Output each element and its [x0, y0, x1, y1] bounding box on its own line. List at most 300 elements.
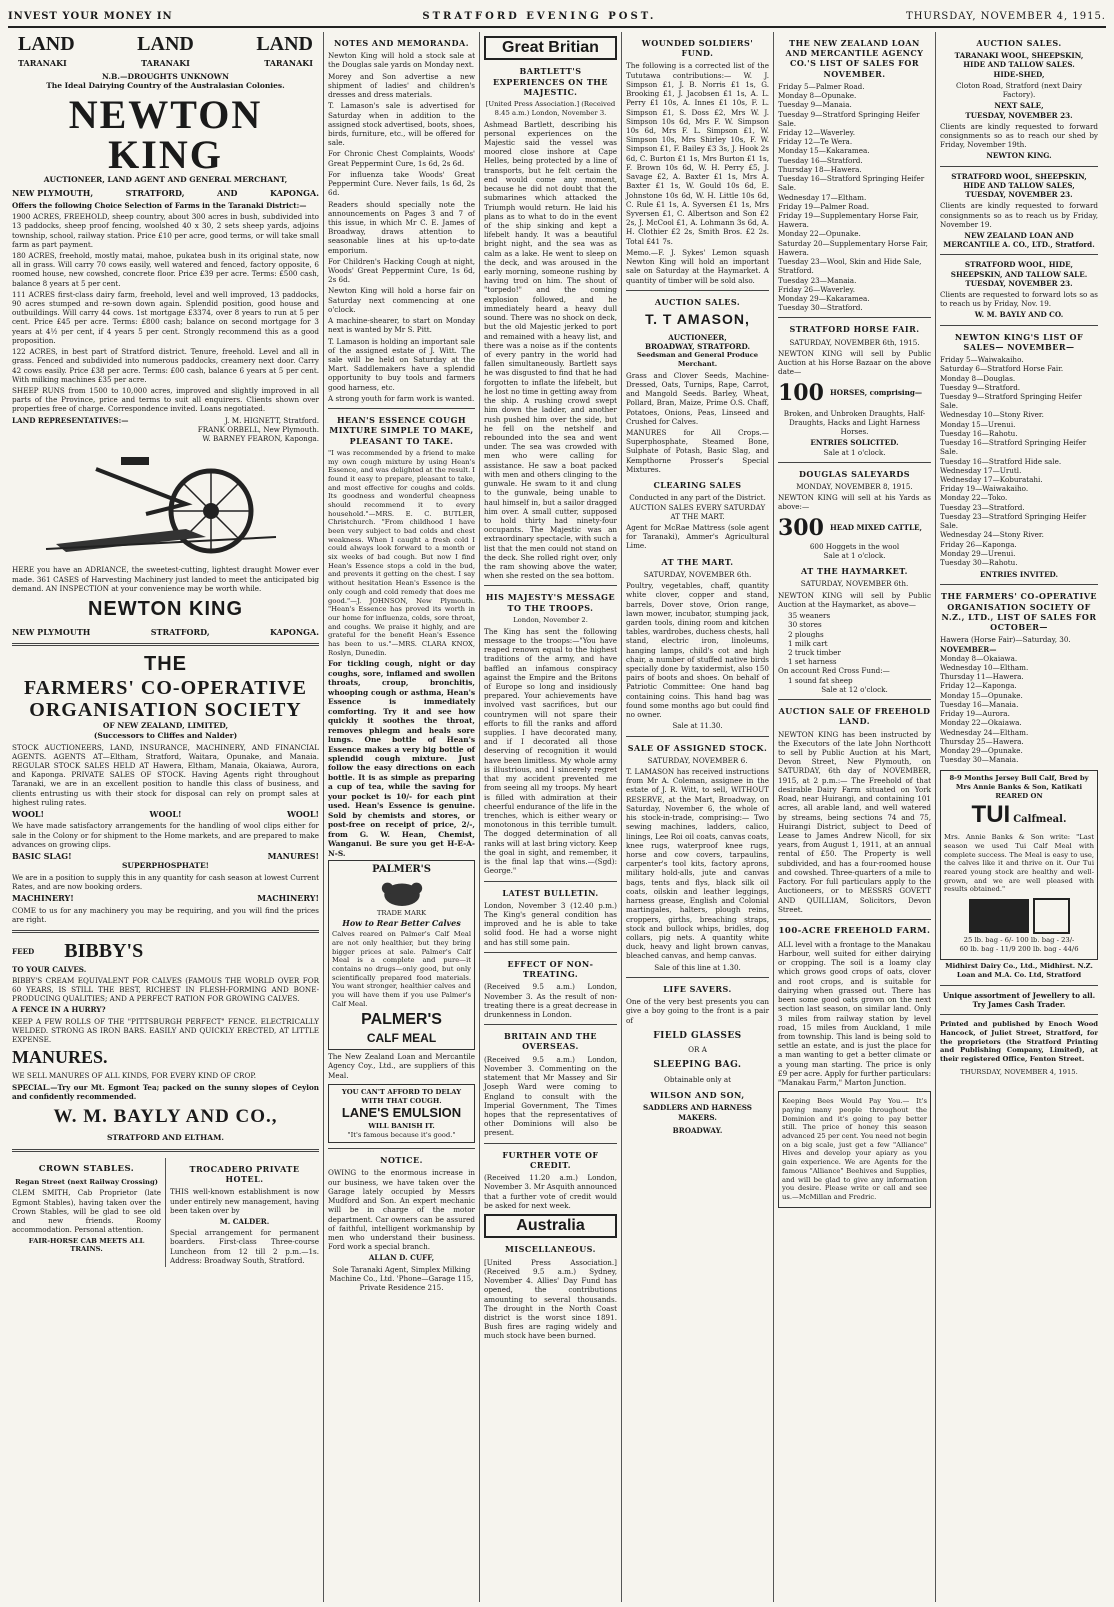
lamason-role: AUCTIONEER,	[668, 332, 727, 342]
list-item: Friday 12—Te Wera.	[778, 137, 853, 147]
newton-king-title: NEWTON KING	[68, 92, 263, 178]
divider	[778, 919, 931, 920]
land-row	[12, 32, 319, 58]
field-glasses: FIELD GLASSES	[653, 1030, 742, 1041]
land-reps	[12, 416, 319, 444]
clients-note: Clients are requested to forward lots so as to reach us by Friday, Nov. 19.	[940, 290, 1098, 309]
lanes-ad	[328, 1084, 475, 1143]
palmer-body: Calves reared on Palmer's Calf Meal are not only healthier, but they bring bigger prices at sale. Palmer's Calf Meal is a complete and pure—it contains no drugs—only good, but only scientifically prepared food materials. You want stronger, healthier calves and you will have them if you use Palmer's Calf Meal.	[332, 930, 471, 1008]
wool-word: WOOL!	[149, 809, 182, 820]
list-item: Wednesday 17—Koburatahi.	[940, 475, 1043, 485]
list-item: Tuesday 9—Stratford Springing Heifer Sale.	[778, 109, 920, 128]
list-item: 2 truck timber	[788, 648, 841, 658]
sale-date: TUESDAY, NOVEMBER 23.	[965, 110, 1073, 120]
assigned-time: Sale of this line at 1.30.	[654, 962, 741, 972]
list-item: Thursday 25—Hawera.	[940, 736, 1024, 746]
lamason-manures: MANURES for All Crops.—Superphosphate, Steamed Bone, Sulphate of Potash, Basic Slag, and Kempthorne Prosser's Special Mixtures.	[626, 427, 769, 474]
bartlett-head: BARTLETT'S EXPERIENCES ON THE MAJESTIC.	[493, 66, 608, 97]
horsefair-head: STRATFORD HORSE FAIR.	[789, 324, 920, 335]
message-body: The King has sent the following message to the troops:—"You have reaped renown equal to the highest traditions of the army, and have baffled an infamous conspiracy against the Empire and the Britons of Europe so long and insidiously prepared. Your achievements have involved vast sacrifices, but our countrymen will not spare their efforts to fill the ranks and afford supplies. I have decorated many, and if I decorated all those deserving of recognition it would have been limitless. My whole army is illustrious, and I sincerely regret that my accident prevented me from seeing all my troops. My heart is filled with admiration at their cheerful endurance of the life in the trenches, which is either weary or monotonous in this terrible tumult. The dogged determination of all ranks will at last bring victory. Keep the goal in sight, and remember, it is the final lap that wins.—(Sgd): George."	[484, 626, 617, 876]
town: KAPONGA.	[270, 626, 319, 637]
list-item: Tuesday 16—Manaia.	[940, 699, 1019, 709]
auction-head-6: AUCTION SALES.	[976, 38, 1062, 48]
divider	[778, 699, 931, 700]
list-item: Monday 29—Urenui.	[940, 548, 1016, 558]
rep: W. BARNEY FEARON, Kaponga.	[202, 434, 319, 444]
acre100-head: 100-ACRE FREEHOLD FARM.	[778, 925, 931, 936]
list-item: Friday 26—Waverley.	[778, 284, 856, 294]
bartlett-body: Ashmead Bartlett, describing his personal experiences on the Majestic said the vessel was moored close inshore at Cape Helles, being protected by a line of transports, but he felt certain the end would come any moment, because he did not doubt that the submarines which attacked the Triumph would return. He laid his plans as to what to do in the event of the ship sinking and kept a lifebelt handy. It was a beautiful bright night, and the sea was as calm as a lake. He went to sleep on the deck, and was aroused in the early morning, someone rushing by having trod on him. The shout of "torpedo!" and the coming explosion followed, and he immediately heard a heavy dull sound. There was no shock on deck, but the old Majestic jerked to port and remained with a heavy list, and there was a noise as if the contents of every pantry in the world had fallen simultaneously. Bartlett says he was disgusted to find that he had forgotten to inflate the lifebelt, but he lost no time in getting away from the ship. A rushing crowd swept him down the ladder, and another rush pushed him over the side, but he fell on the netshelf and rebounded into the sea and went under. The sea was crowded with men who were calling for assistance. He saw a boat packed with men and others clinging to the gunwale. He swam to it and clung to the gunwale, being unable to haul himself in, but a sailor dragged him over. A small cutter, supposed to hold thirty had ninety-four occupants. The Majestic was an extraordinary spectacle, with such a list that the men could not stand on the deck. She rolled right over, only the ram showing above the water, when she rested on the sea bottom.	[484, 119, 617, 581]
note: Morey and Son advertise a new shipment of ladies' and children's dresses and dress materials.	[328, 71, 475, 100]
farmers-title: FARMERS' CO-OPERATIVE ORGANISATION SOCIETY	[23, 677, 308, 722]
taranaki-word: TARANAKI	[18, 57, 67, 68]
imprint: Printed and published by Enoch Wood Hancock, of Juliet Street, Stratford, for the proprietors (the Stratford Printing and Publishing Company, Limited), at their registered Office, Fenton Street.	[940, 1020, 1098, 1063]
list-item: Tuesday 23—Stratford Springing Heifer Sale.	[940, 511, 1087, 531]
divider	[940, 1014, 1098, 1015]
tui-price-2: 60 lb. bag - 11/9 200 lb. bag - 44/6	[959, 944, 1079, 953]
palmer-how: How to Rear Better Calves	[342, 917, 461, 928]
land-word: LAND	[256, 33, 313, 55]
farm-listing: 111 ACRES first-class dairy farm, freehold, level and well improved, 13 paddocks, 90 acres stumped and re-sown down again. Splendid position, good house and outbuildings. Will carry 44 cows. 1st mortgage £3374, over 8 years to run at 5 per cent. Price £45 per acre. Terms: £800 cash; balance on second mortgage for 3 years at 4½ per cent, if 4 years 5 per cent. Strongly recommend this as a good proposition.	[12, 289, 319, 345]
horsefair-body: NEWTON KING will sell by Public Auction at his Horse Bazaar on the above date—	[778, 348, 931, 377]
note: Newton King will hold a stock sale at the Douglas sale yards on Monday next.	[328, 51, 475, 70]
tui-calfmeal: Calfmeal.	[1013, 814, 1067, 826]
latest-head: LATEST BULLETIN.	[502, 887, 599, 898]
note: T. Lamason's sale is advertised for Saturday when in addition to the assigned stock advertised, boots, shoes, birds, furniture, etc., will be offered for sale.	[328, 101, 475, 148]
taranaki-word: TARANAKI	[141, 57, 190, 68]
rep: J. M. HIGNETT, Stratford.	[224, 415, 319, 425]
list-item: Friday 19—Supplementary Horse Fair, Hawera.	[778, 211, 919, 230]
nontreat-body: (Received 9.5 a.m.) London, November 3. As the result of non-treating there is a great decrease in drunkenness in London.	[484, 982, 617, 1019]
machinery-word: MACHINERY!	[257, 893, 319, 904]
town: NEW PLYMOUTH	[12, 626, 91, 637]
town: STRATFORD,	[125, 187, 185, 198]
list-item: Thursday 11—Hawera.	[940, 672, 1024, 682]
heans-body-2: For tickling cough, night or day coughs, sore, inflamed and swollen throats, croup, bronchitis, whooping cough or asthma, Hean's Essence is immediately comforting. Try it and see how quickly it soothes the throat, removes phlegm and heals sore lungs. One bottle of Hean's Essence makes a very big bottle of splendid cough mixture. Just follow the easy directions on each bottle. It is as simple as preparing a cup of tea, while the saving for your pocket is 10/- for each pint used. Hean's Essence is genuine. Sold by chemists and stores, or post-free on receipt of price, 2/-, from G. W. Hean, Chemist, Wanganui. Be sure you get H-E-A-N-S.	[328, 659, 475, 858]
divider	[12, 930, 319, 933]
nzloan-list	[778, 82, 931, 312]
calf-meal-bag-icon	[964, 896, 1074, 936]
towns-row-2	[12, 627, 319, 637]
list-item: Tuesday 9—Stratford Springing Heifer Sale.	[940, 392, 1082, 411]
saddlers: SADDLERS AND HARNESS MAKERS.	[643, 1103, 752, 1122]
list-item: Wednesday 17—Eltham.	[778, 192, 867, 202]
heans-head: HEAN'S ESSENCE COUGH MIXTURE SIMPLE TO MAKE, PLEASANT TO TAKE.	[329, 415, 474, 446]
freehold-body: NEWTON KING has been instructed by the Executors of the late John Northcott to sell by Public Auction at his Mart, Devon Street, New Plymouth, on SATURDAY, 6th day of NOVEMBER, 1915, at 2 p.m.:— The Freehold of that desirable Dairy Farm situated on York Road, near Huirangi, and containing 101 acres, all arable land, and well watered by streams, being sections 74 and 75, Huirangi District, subject to Deed of Lease to James Andrew Nicoll, for six years, from August 1, 1911, at an annual rental of £50. The Property is well subdivided, and has a four-roomed house and cowshed. Three-quarters of a mile to Factory. For full particulars apply to the Auctioneers, or to MESSRS GOVETT AND QUILLIAM, Solicitors, Devon Street.	[778, 729, 931, 914]
palmer-top: PALMER'S	[372, 864, 431, 876]
wounded-head: WOUNDED SOLDIERS' FUND.	[641, 38, 754, 59]
note: A machine-shearer, to start on Monday next is wanted by Mr S. Pitt.	[328, 316, 475, 335]
masthead-title: STRATFORD EVENING POST.	[422, 10, 657, 22]
mower-illustration	[12, 449, 319, 559]
entries-solicited: ENTRIES SOLICITED.	[810, 438, 899, 448]
fco-list	[940, 654, 1098, 765]
life-body: One of the very best presents you can give a boy going to the front is a pair of	[626, 997, 769, 1025]
fco-nov: NOVEMBER—	[940, 644, 997, 654]
nontreat-head: EFFECT OF NON-TREATING.	[507, 958, 594, 980]
great-britain-header: Great Britian	[484, 36, 617, 60]
reps-list	[198, 416, 319, 444]
horsefair-desc: Broken, and Unbroken Draughts, Half-Draughts, Hacks and Light Harness Horses.	[783, 408, 926, 437]
list-item: Friday 19—Palmer Road.	[778, 201, 870, 211]
mart-body: Poultry, vegetables, chaff, quantity white clover, copper and stand, barrels, Dover stove, Orion range, lawn mower, incubator, stumping jack, garden tools, dining room and kitchen tables, wardrobes, duchess chests, hall stand, electric iron, linoleums, hanging lamps, child's cot and high chair, a number of stuffed native birds specially done by taxidermist, also 150 pairs of boots and shoes. On behalf of Patriotic Committee: One hand bag containing coins. This hand bag was found some months ago but could find no owner.	[626, 581, 769, 720]
bees-ad	[778, 1091, 931, 1207]
list-item: Tuesday 16—Stratford Springing Heifer Sale.	[940, 438, 1087, 457]
list-item: Tuesday 16—Stratford.	[778, 155, 863, 165]
cloton: Cloton Road, Stratford (next Dairy Factory).	[956, 80, 1082, 100]
feed-label: FEED	[12, 947, 35, 957]
list-item: Monday 22—Okaiawa.	[940, 718, 1022, 728]
tui-body: Mrs. Annie Banks & Son write: "Last season we used Tui Calf Meal with complete success. The Meal is easy to use, the calves like it and thrive on it. Our Tui reared young stock are healthy and well-grown, and we are well pleased with results obtained."	[944, 833, 1094, 894]
mart-time: Sale at 11.30.	[672, 721, 723, 731]
lanes-title: LANE'S EMULSION	[341, 1105, 462, 1121]
assigned-body: T. LAMASON has received instructions from Mr A. Coleman, assignee in the estate of J. R. Witt, to sell, WITHOUT RESERVE, at the Mart, Broadway, on Saturday, November 6, the whole of his stock-in-trade, comprising:— Two sewing machines, ladders, calico, linings, Lee Roi oil coats, canvas coats, knee rugs, waterproof knee rugs, horse and cow covers, tarpaulins, carpenter's tool kits, factory aprons, military hold-alls, jute and canvas bags, tents and flys, black silk oil coats, oilskin and leather leggings, harness grease, English and Colonial martingales, halters, plough reins, croppers, girths, breaching straps, stock and bullock whips, bridles, dog collars, pig nets. A quantity white duck, heavy and light brown canvas, bleached canvas, and hemp canvas.	[626, 767, 769, 961]
troc-body-2: Special arrangement for permanent boarders. First-class Three-course Luncheon from 12 till 2 p.m.—1s. Address: Broadway South, Stratford.	[170, 1228, 319, 1265]
list-item: Tuesday 30—Manaia.	[940, 755, 1019, 765]
tui-foot: Midhirst Dairy Co., Ltd., Midhirst. N.Z. Loan and M.A. Co. Ltd, Stratford	[945, 962, 1093, 980]
sale-time: Sale at 1 o'clock.	[823, 551, 886, 561]
divider	[12, 643, 319, 646]
mart-head: AT THE MART.	[661, 556, 734, 567]
slag-word: BASIC SLAG!	[12, 851, 72, 861]
horsefair-count-row	[778, 379, 931, 407]
town: AND	[217, 187, 238, 198]
note: A strong youth for farm work is wanted.	[328, 393, 475, 403]
ideal-note: The Ideal Dairying Country of the Australasian Colonies.	[46, 81, 285, 91]
lanes-famous: "It's famous because it's good."	[347, 1130, 456, 1139]
hay-redcross: On account Red Cross Fund:—	[778, 666, 890, 676]
auction-head: AUCTION SALES.	[654, 296, 741, 307]
mower-icon	[36, 449, 296, 559]
list-item: 1 milk cart	[788, 638, 828, 648]
farm-listing: 122 ACRES, in best part of Stratford district. Tenure, freehold. Level and all in grass. Fenced and subdivided into numerous paddocks, creamery next door. Carry 42 cows easily. Price £38 per acre. Terms: £00 cash, balance 6 years at 5 per cent. With milking machines £35 per acre.	[12, 347, 319, 384]
tui-brand	[972, 800, 1067, 831]
list-item: Tuesday 30—Rahotu.	[940, 557, 1018, 567]
trocadero-hotel	[165, 1158, 319, 1267]
farmers-nz: OF NEW ZEALAND, LIMITED,	[102, 721, 229, 731]
list-item: Friday 5—Waiwakaiho.	[940, 355, 1024, 365]
calf-icon	[362, 877, 442, 909]
horsefair-count: 100	[778, 379, 824, 406]
list-item: Tuesday 23—Manaia.	[778, 275, 857, 285]
wounded-body: The following is a corrected list of the Tututawa contributions:— W. J. Simpson £1, J. B. Norris £1 1s, G. Brooking £1, J. Jacobsen £1 1s, A. L. Perry £1 10s, A. Innes £1 10s, F. L. Simpson £1, S. Doss £2, Mrs W. J. Simpson 10s 6d, Mrs F. W. Simpson 10s 6d, Mrs F. L. Simpson £1, W. Simpson 10s, Mrs Shirley 10s, F. W. Simpson £1, F. Bailey £3 3s, J. Hook 2s 6d, C. Burton £1 1s, Mrs Burton £1 1s, F. Brown 10s 6d, W. H. Perry £5, J. Savage £2, A. Baxter £1 1s, Mrs A. Baxter £1 1s, W. Gould 10s 6d, E. Johnstone 10s 6d, W. H. Little 10s 6d, C. Rule £1 1s, A. Syversen £1 1s, Mrs Syversen £1, C. Albertson and Son £2 2s, J. McCool £1, A. Lohmann 3s 6d, A. H. Clothier £2 2s, Smith Bros. £2 2s. Total £41 7s.	[626, 61, 769, 246]
crown-sub: Regan Street (next Railway Crossing)	[15, 1177, 158, 1186]
column-2	[324, 32, 480, 1602]
troc-title: TROCADERO PRIVATE HOTEL.	[189, 1163, 300, 1185]
entries-invited: ENTRIES INVITED.	[979, 570, 1059, 580]
clearing-head: CLEARING SALES	[653, 480, 742, 491]
bayly-title: W. M. BAYLY AND CO.,	[53, 1105, 278, 1127]
notes-head: NOTES AND MEMORANDA.	[333, 38, 469, 48]
reps-label: LAND REPRESENTATIVES:—	[12, 415, 129, 425]
masthead	[8, 6, 1106, 28]
stables-hotel-row	[12, 1158, 319, 1267]
latest-body: London, November 3 (12.40 p.m.) The King's general condition has improved and he is able to take solid food. He had a worse night and has still some pain.	[484, 900, 617, 947]
farmers-body: STOCK AUCTIONEERS, LAND, INSURANCE, MACHINERY, AND FINANCIAL AGENTS. AGENTS AT—Eltham, Stratford, Waitara, Opunake, and Manaia. REGULAR STOCK SALES HELD AT Hawera, Eltham, Manaia, Okaiawa, Aurora, and Kaponga. PRIVATE SALES OF STOCK. Having Agents right throughout Taranaki, we are in an excellent position to handle this class of business, and clients entrusting us with their stock for disposal can rely on prompt sales at highest ruling rates.	[12, 742, 319, 807]
fco-hawera: Hawera (Horse Fair)—Saturday, 30.	[940, 635, 1071, 645]
next-sale: NEXT SALE,	[994, 101, 1044, 111]
list-item: Monday 15—Opunake.	[940, 690, 1023, 700]
masthead-left: INVEST YOUR MONEY IN	[8, 10, 173, 22]
list-item: 1 set harness	[788, 657, 837, 667]
towns-row	[12, 188, 319, 198]
list-item: Tuesday 23—Wool, Skin and Hide Sale, Stratford.	[778, 257, 922, 276]
douglas-body: NEWTON KING will sell at his Yards as above:—	[778, 493, 931, 512]
taranaki-row	[12, 58, 319, 68]
list-item: Friday 19—Aurora.	[940, 709, 1010, 719]
sale-time: Sale at 1 o'clock.	[823, 447, 886, 457]
message-src: London, November 2.	[513, 615, 588, 624]
nk-list	[940, 355, 1098, 567]
list-item: Friday 5—Palmer Road.	[778, 81, 865, 91]
fco-head: THE FARMERS' CO-OPERATIVE ORGANISATION SOCIETY OF N.Z., LTD., LIST OF SALES FOR OCTOBER—	[940, 591, 1098, 633]
list-item: Tuesday 9—Stratford.	[940, 382, 1021, 392]
stratford-wool: STRATFORD WOOL, SHEEPSKIN, HIDE AND TALLOW SALES,	[951, 171, 1087, 190]
list-item: Tuesday 16—Stratford Springing Heifer Sale.	[778, 174, 925, 193]
column-5	[774, 32, 936, 1602]
notice-body: OWING to the enormous increase in our business, we have taken over the Garage lately occupied by Messrs Mudford and Son. An expert mechanic will be in charge of the motor department. Car owners can be assured of faithful, intelligent workmanship by men who understand their business. Ford work a special branch.	[328, 1168, 475, 1252]
list-item: Monday 8—Okaiawa.	[940, 653, 1018, 663]
divider	[940, 584, 1098, 585]
divider	[626, 736, 769, 737]
notice-foot: Sole Taranaki Agent, Simplex Milking Machine Co., Ltd. 'Phone—Garage 115, Private Residence 215.	[329, 1264, 474, 1293]
lamason-addr: BROADWAY, STRATFORD.	[644, 342, 750, 352]
list-item: Saturday 6—Stratford Horse Fair.	[940, 364, 1064, 374]
town: STRATFORD,	[150, 626, 210, 637]
town: KAPONGA.	[270, 187, 319, 198]
acre100-body: ALL level with a frontage to the Manakau Harbour, well suited for either dairying or cropping. The soil is a loamy clay which grows good crops of oats, clover and root crops, and is suitable for dairying when grassed out. There has been some good oats grown on the next section last season, on similar land. Only 3 miles from railway station by level road, 15 miles from Auckland, 1 mile from township. This land is being sold to settle an estate, and is just the place for a man wanting to get a better climate or a young man starting. The price is only £9 per acre. Apply for further particulars: "Manakau Farm," Marton Junction.	[778, 939, 931, 1088]
list-item: Wednesday 24—Stony River.	[940, 530, 1044, 540]
sale-date: TUESDAY, NOVEMBER 23.	[965, 278, 1073, 288]
tui-title: TUI	[971, 801, 1011, 829]
lanes-banish: WILL BANISH IT.	[368, 1121, 435, 1130]
machinery-body: COME to us for any machinery you may be requiring, and you will find the prices are right.	[12, 905, 319, 924]
douglas-head: DOUGLAS SALEYARDS	[798, 468, 911, 479]
credit-head: FURTHER VOTE OF CREDIT.	[502, 1149, 599, 1170]
bibbys-body: BIBBY'S CREAM EQUIVALENT FOR CALVES (FAMOUS THE WORLD OVER FOR 60 YEARS, IS STILL THE BEST, RICHEST IN FLESH-FORMING AND BONE-PRODUCING QUALITIES; AND A PERFECT RATION FOR GROWING CALVES.	[12, 975, 319, 1004]
lamason-title: T. T AMASON,	[645, 310, 750, 327]
jewellery-ad: Unique assortment of Jewellery to all. Try James Cash Trader.	[942, 990, 1096, 1010]
divider	[940, 166, 1098, 167]
broadway: BROADWAY.	[672, 1125, 723, 1135]
mart-date: SATURDAY, NOVEMBER 6th.	[643, 569, 752, 579]
taranaki-wool: TARANAKI WOOL, SHEEPSKIN,	[954, 51, 1084, 61]
list-item: Monday 15—Urenui.	[940, 419, 1016, 429]
hay-head: AT THE HAYMARKET.	[801, 566, 908, 577]
list-item: Wednesday 10—Stony River.	[940, 410, 1044, 420]
divider	[484, 881, 617, 882]
bayly-sub: STRATFORD AND ELTHAM.	[107, 1133, 224, 1143]
machinery-row	[12, 893, 319, 903]
hide-sale: HIDE AND TALLOW SALES.	[963, 60, 1075, 70]
crown-stables	[12, 1158, 161, 1267]
bees-body: Keeping Bees Would Pay You.— It's paying many people throughout the Dominion and it's going to pay better still. The price of honey this season advanced 25 per cent. You need not begin on a big scale, just get a few "Alliance" Hives and develop your apiary as you gain experience. We are Agents for the famous "Alliance" Beehives and Supplies, and will be glad to give any information you desire. Please write or call and see us.—McMillan and Fredric.	[782, 1097, 927, 1201]
note: For Chronic Chest Complaints, Woods' Great Peppermint Cure, 1s 6d, 2s 6d.	[328, 149, 475, 168]
divider	[778, 462, 931, 463]
note: Newton King will hold a horse fair on Saturday next commencing at one o'clock.	[328, 286, 475, 314]
column-1	[8, 32, 324, 1602]
fence-body: KEEP A FEW ROLLS OF THE "PITTSBURGH PERFECT" FENCE. ELECTRICALLY WELDED. STRONG AS IRON BARS. EASILY AND QUICKLY ERECTED, AT LITTLE EXPENSE.	[12, 1016, 319, 1045]
list-item: Monday 15—Kakaramea.	[778, 146, 870, 156]
horsefair-date: SATURDAY, NOVEMBER 6th, 1915.	[789, 337, 920, 347]
palmer-trademark: TRADE MARK	[376, 909, 427, 918]
lamason-sub: Seedsman and General Produce Merchant.	[636, 351, 759, 368]
auctioneer-line: AUCTIONEER, LAND AGENT AND GENERAL MERCHANT,	[43, 175, 288, 185]
land-word: LAND	[137, 33, 194, 55]
taranaki-word: TARANAKI	[264, 57, 313, 68]
note: Readers should specially note the announcements on Pages 3 and 7 of this issue, in which Mr C. E. James of Broadway, draws attention to seasonable lines at his up-to-date emporium.	[328, 199, 475, 255]
list-item: Monday 29—Opunake.	[940, 745, 1023, 755]
divider	[328, 1148, 475, 1149]
obtainable: Obtainable only at	[663, 1074, 732, 1084]
message-head: HIS MAJESTY'S MESSAGE TO THE TROOPS.	[485, 592, 616, 613]
stratford-wool-2: STRATFORD WOOL, HIDE, SHEEPSKIN, AND TALLOW SALE.	[950, 260, 1088, 279]
list-item: Monday 22—Toko.	[940, 493, 1008, 503]
mcrae-note: Agent for McRae Mattress (sole agent for Taranaki), Ammer's Agricultural Lime.	[626, 522, 769, 551]
wilson-son: WILSON AND SON,	[650, 1090, 745, 1101]
list-item: Monday 8—Opunake.	[778, 91, 857, 101]
calves-label: TO YOUR CALVES.	[12, 964, 87, 974]
bartlett-src: [United Press Association.] (Received 8.45 a.m.) London, November 3.	[485, 100, 616, 117]
list-item: Tuesday 9—Manaia.	[778, 100, 852, 110]
life-head: LIFE SAVERS.	[663, 983, 732, 994]
note: For influenza take Woods' Great Peppermint Cure. Never fails, 1s 6d, 2s 6d.	[328, 169, 475, 198]
sleeping-bag: SLEEPING BAG.	[653, 1060, 742, 1071]
hay-fat: 1 sound fat sheep	[788, 675, 853, 685]
newton-king-sign: NEWTON KING.	[986, 151, 1052, 161]
crown-foot: FAIR-HORSE CAB MEETS ALL TRAINS.	[28, 1236, 145, 1254]
column-6	[936, 32, 1102, 1602]
bibbys-header	[12, 939, 319, 965]
manures-body: WE SELL MANURES OF ALL KINDS, FOR EVERY KIND OF CROP.	[12, 1071, 257, 1081]
list-item: Friday 12—Kaponga.	[940, 681, 1017, 691]
divider	[778, 317, 931, 318]
heans-body: "I was recommended by a friend to make my own cough mixture by using Hean's Essence, and was delighted at the result. I found it easy to prepare, pleasant to take, and most effective for coughs and colds. Its goodness and wonderful cheapness should recommend it to every household."—MRS. E. C. BUTLER, Christchurch. "From childhood I have been very subject to bad colds and chest weakness. When I caught a fresh cold I could always look forward to a month or six weeks of bad cough. But now I find Hean's Essence stops a cold in the bud, and prevents it getting on the chest. I say without hesitation Hean's Essence is the only cough and cold remedy that does me good."—J. JOHNSON, New Plymouth. "Hean's Essence has proved its worth in our home for influenza, colds, sore throat, and coughs. We praise it highly, and are grateful for the benefit Hean's Essence has been to us."—MRS. CLARA KNOX, Roslyn, Dunedin.	[328, 448, 475, 657]
divider	[626, 290, 769, 291]
nzloan-sign: NEW ZEALAND LOAN AND MERCANTILE A. CO., LTD., Stratford.	[943, 230, 1095, 250]
hay-date: SATURDAY, NOVEMBER 6th.	[800, 579, 909, 589]
crown-title: CROWN STABLES.	[38, 1163, 135, 1174]
columns	[8, 32, 1106, 1602]
land-word: LAND	[18, 33, 75, 55]
douglas-cattle: HEAD MIXED CATTLE,	[829, 523, 923, 533]
list-item: Monday 22—Opunake.	[778, 229, 861, 239]
notice-head: NOTICE.	[380, 1155, 423, 1166]
britain-head: BRITAIN AND THE OVERSEAS.	[503, 1031, 598, 1052]
list-item: 2 ploughs	[788, 629, 824, 639]
divider	[12, 1149, 319, 1152]
farm-listing: 180 ACRES, freehold, mostly matai, mahoe, pukatea bush in its original state, now all in grass. Will carry 70 cows easily, well watered and fenced, factory opposite, 6 roomed house, new cowshed, concrete floor. Price £39 per acre. Terms: £500 cash, balance 8 years at 5 per cent.	[12, 250, 319, 288]
list-item: Friday 12—Waverley.	[778, 128, 856, 138]
douglas-count-row	[778, 514, 931, 542]
divider	[626, 977, 769, 978]
nzloan-head: THE NEW ZEALAND LOAN AND MERCANTILE AGENCY CO.'S LIST OF SALES FOR NOVEMBER.	[785, 38, 924, 79]
list-item: Tuesday 16—Stratford Hide sale.	[940, 456, 1062, 466]
manures-word: MANURES!	[267, 851, 319, 861]
list-item: Tuesday 30—Stratford.	[778, 303, 863, 313]
tui-top: 8-9 Months Jersey Bull Calf, Bred by Mrs Annie Banks & Son, Katikati REARED ON	[949, 774, 1089, 800]
lamason-body: Grass and Clover Seeds, Machine-Dressed, Oats, Turnips, Rape, Carrot, and Mangold Seeds. Barley, Wheat, Pollard, Bran, Maize, Prime O.S. Chaff, Potatoes, Onions, Peas, Linseed and Crushed for Calves.	[626, 370, 769, 426]
town: NEW PLYMOUTH,	[12, 187, 94, 198]
wool-word: WOOL!	[12, 809, 45, 820]
machinery-word: MACHINERY!	[12, 893, 74, 904]
assigned-head: SALE OF ASSIGNED STOCK.	[627, 742, 768, 753]
list-item: Monday 29—Kakaramea.	[778, 293, 870, 303]
sale-time: Sale at 12 o'clock.	[821, 684, 888, 694]
rep: FRANK ORBELL, New Plymouth.	[197, 424, 319, 434]
nk-list-head: NEWTON KING'S LIST OF SALES— NOVEMBER—	[954, 331, 1084, 352]
note: For Children's Hacking Cough at night, Woods' Great Peppermint Cure, 1s 6d, 2s 6d.	[328, 256, 475, 285]
divider	[484, 952, 617, 953]
superphosphate: SUPERPHOSPHATE!	[122, 861, 209, 871]
freehold-head: AUCTION SALE OF FREEHOLD LAND.	[778, 706, 931, 727]
list-item: 35 weaners	[788, 611, 831, 621]
clients-note: Clients are kindly requested to forward consignments so as to reach us by Friday, November 19.	[940, 201, 1098, 229]
crown-body: CLEM SMITH, Cab Proprietor (late Egmont Stables), having taken over the Crown Stables, will be glad to see old and new friends. Roomy accommodation. Personal attention.	[12, 1188, 161, 1235]
droughts-note: N.B.—DROUGHTS UNKNOWN	[102, 71, 229, 81]
bibbys-title: BIBBY'S	[64, 939, 144, 962]
column-3	[480, 32, 622, 1602]
wool-word: WOOL!	[286, 809, 319, 820]
list-item: 30 stores	[788, 620, 822, 630]
hide-shed: HIDE-SHED,	[993, 69, 1045, 79]
footer-date: THURSDAY, NOVEMBER 4, 1915.	[960, 1067, 1078, 1076]
special-tea: SPECIAL.—Try our Mt. Egmont Tea; packed on the sunny slopes of Ceylon and confidently recommended.	[12, 1082, 319, 1101]
sale-date: TUESDAY, NOVEMBER 23.	[965, 190, 1073, 200]
bayly-sign: W. M. BAYLY AND CO.	[974, 310, 1064, 320]
newton-king-title-2: NEWTON KING	[87, 597, 244, 620]
horsefair-horses: HORSES, comprising—	[829, 387, 923, 397]
misc-body: [United Press Association.] (Received 9.5 a.m.) Sydney, November 4. Allies' Day Fund has opened, the contributions amounting to several thousands. The drought in the North Coast district is the worst since 1891. Bush fires are raging widely and much stock have been burned.	[484, 1257, 617, 1341]
troc-name: M. CALDER.	[219, 1217, 270, 1226]
sheep-runs: SHEEP RUNS from 1500 to 10,000 acres, improved and slightly improved in all parts of the Province, price and terms to suit all enquirers. Clients shown over properties free of charge. Correspondence invited. Loans negotiated.	[12, 386, 319, 414]
douglas-date: MONDAY, NOVEMBER 8, 1915.	[796, 482, 913, 491]
lanes-top: YOU CAN'T AFFORD TO DELAY WITH THAT COUGH.	[341, 1087, 462, 1105]
palmers-ad	[328, 860, 475, 1050]
column-4	[622, 32, 774, 1602]
wool-row	[12, 809, 319, 819]
notice-sign: ALLAN D. CUFF,	[368, 1253, 435, 1263]
divider	[940, 985, 1098, 986]
list-item: Friday 26—Kaponga.	[940, 539, 1017, 549]
clients-note: Clients are kindly requested to forward consignments so as to reach our shed by Friday, November 19th.	[940, 121, 1098, 150]
list-item: Wednesday 17—Urutl.	[940, 465, 1022, 475]
australia-header: Australia	[484, 1214, 617, 1238]
divider	[484, 1024, 617, 1025]
credit-body: (Received 11.20 a.m.) London, November 3. Mr Asquith announced that a further vote of credit would be asked for next week.	[484, 1173, 617, 1210]
tui-price-1: 25 lb. bag - 6/- 100 lb. bag - 23/-	[963, 936, 1075, 945]
divider	[940, 254, 1098, 255]
slag-row	[12, 851, 319, 861]
note: T. Lamason is holding an important sale of the assigned estate of J. Witt. The sale will be held on Saturday at the Mart. Saddlemakers have a splendid opportunity to buy tools and farmers good harness, etc.	[328, 336, 475, 392]
list-item: Saturday 20—Supplementary Horse Fair, Hawera.	[778, 238, 928, 257]
manures-title: MANURES.	[12, 1047, 108, 1068]
divider	[328, 408, 475, 409]
palmer-big: PALMER'S	[361, 1011, 442, 1029]
divider	[484, 1143, 617, 1144]
list-item: Monday 8—Douglas.	[940, 373, 1016, 383]
divider	[940, 325, 1098, 326]
palmer-foot: The New Zealand Loan and Mercantile Agency Coy., Ltd., are suppliers of this Meal.	[328, 1052, 475, 1080]
offers-line: Offers the following Choice Selection of Farms in the Taranaki District:—	[12, 200, 307, 210]
adriance-ad: HERE you have an ADRIANCE, the sweetest-cutting, lightest draught Mower ever made. 361 CASES of Harvesting Machinery just landed to meet the anticipated big demand. AN INSPECTION at your convenience may be worth while.	[12, 565, 319, 593]
list-item: Tuesday 23—Stratford.	[940, 502, 1025, 512]
palmer-calf: CALF MEAL	[366, 1030, 437, 1045]
wool-body: We have made satisfactory arrangements for the handling of wool clips either for sale in the Colony or for shipment to the Home markets, and are prepared to make advances on growing clips.	[12, 821, 319, 849]
wounded-memo: Memo.—F. J. Sykes' Lemon squash Newton King will hold an important sale on Saturday at the Haymarket. A quantity of timber will be sold also.	[626, 247, 769, 285]
hay-list	[778, 611, 931, 666]
tui-ad	[940, 770, 1098, 960]
